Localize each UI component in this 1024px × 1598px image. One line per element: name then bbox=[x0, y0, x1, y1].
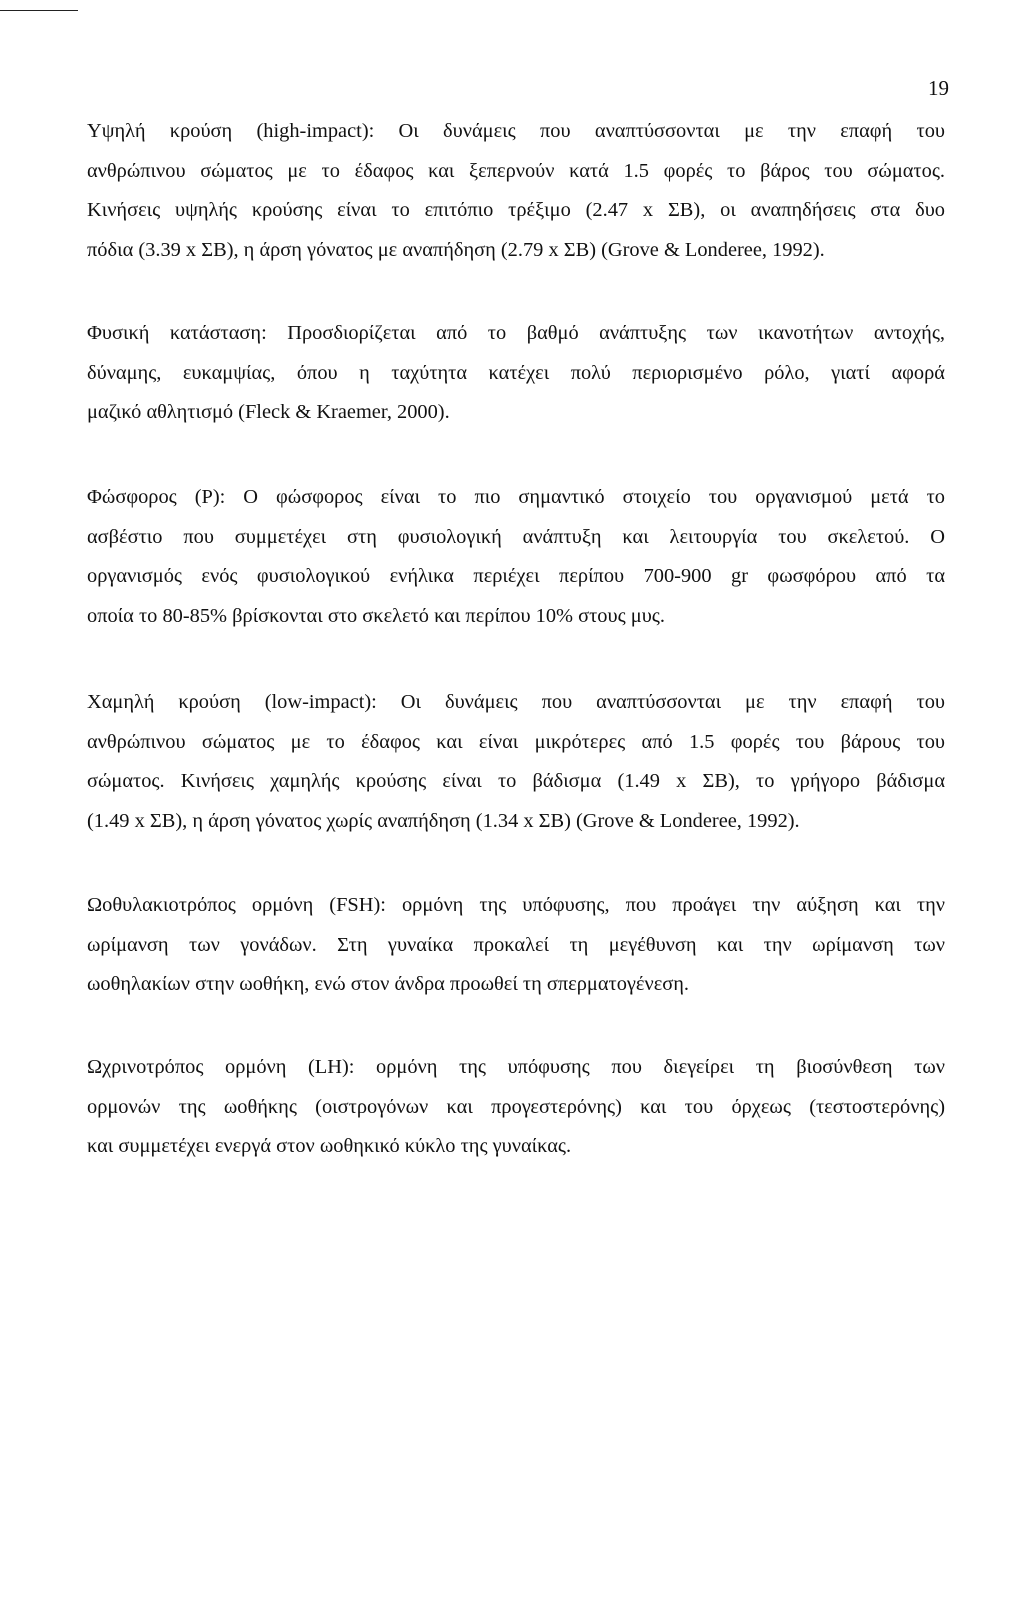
text-line: ωρίμανση των γονάδων. Στη γυναίκα προκαλεί τη μεγέθυνση και την ωρίμανση των bbox=[87, 933, 945, 956]
text-line: οργανισμός ενός φυσιολογικού ενήλικα περιέχει περίπου 700-900 gr φωσφόρου από τα bbox=[87, 565, 945, 587]
page-number: 19 bbox=[928, 76, 949, 100]
text-line: Φυσική κατάσταση: Προσδιορίζεται από το βαθμό ανάπτυξης των ικανοτήτων αντοχής, bbox=[87, 322, 945, 344]
paragraph-phosphorus bbox=[87, 478, 945, 636]
text-line: Χαμηλή κρούση (low-impact): Οι δυνάμεις που αναπτύσσονται με την επαφή του bbox=[87, 691, 945, 713]
text-line: οποία το 80-85% βρίσκονται στο σκελετό και περίπου 10% στους μυς. bbox=[87, 604, 665, 627]
text-line: Κινήσεις υψηλής κρούσης είναι το επιτόπιο τρέξιμο (2.47 x ΣΒ), οι αναπηδήσεις στα δυο bbox=[87, 199, 945, 221]
top-rule bbox=[0, 10, 78, 11]
text-line: Υψηλή κρούση (high-impact): Οι δυνάμεις που αναπτύσσονται με την επαφή του bbox=[87, 120, 945, 142]
text-line: ασβέστιο που συμμετέχει στη φυσιολογική ανάπτυξη και λειτουργία του σκελετού. Ο bbox=[87, 525, 945, 548]
text-line: σώματος. Κινήσεις χαμηλής κρούσης είναι το βάδισμα (1.49 x ΣΒ), το γρήγορο βάδισμα bbox=[87, 770, 945, 792]
text-line: μαζικό αθλητισμό (Fleck & Kraemer, 2000). bbox=[87, 401, 450, 423]
text-line: Ωχρινοτρόπος ορμόνη (LH): ορμόνη της υπόφυσης που διεγείρει τη βιοσύνθεση των bbox=[87, 1056, 945, 1078]
text-line: ωοθηλακίων στην ωοθήκη, ενώ στον άνδρα προωθεί τη σπερματογένεση. bbox=[87, 973, 690, 995]
text-line: Ωοθυλακιοτρόπος ορμόνη (FSH): ορμόνη της υπόφυσης, που προάγει την αύξηση και την bbox=[87, 894, 945, 916]
text-line: δύναμης, ευκαμψίας, όπου η ταχύτητα κατέχει πολύ περιορισμένο ρόλο, γιατί αφορά bbox=[87, 361, 945, 384]
paragraph-physical-condition bbox=[87, 314, 945, 433]
text-line: ορμονών της ωοθήκης (οιστρογόνων και προγεστερόνης) και του όρχεως (τεστοστερόνης) bbox=[87, 1095, 945, 1118]
text-line: Φώσφορος (Ρ): Ο φώσφορος είναι το πιο σημαντικό στοιχείο του οργανισμού μετά το bbox=[87, 486, 945, 508]
text-line: ανθρώπινου σώματος με το έδαφος και είναι μικρότερες από 1.5 φορές του βάρους του bbox=[87, 730, 945, 753]
text-line: ανθρώπινου σώματος με το έδαφος και ξεπερνούν κατά 1.5 φορές το βάρος του σώματος. bbox=[87, 159, 945, 182]
paragraph-lh bbox=[87, 1048, 945, 1167]
paragraph-high-impact bbox=[87, 112, 945, 270]
paragraph-low-impact bbox=[87, 683, 945, 841]
paragraph-fsh bbox=[87, 886, 945, 1005]
text-line: (1.49 x ΣΒ), η άρση γόνατος χωρίς αναπήδηση (1.34 x ΣΒ) (Grove & Londeree, 1992). bbox=[87, 809, 800, 832]
text-line: και συμμετέχει ενεργά στον ωοθηκικό κύκλο της γυναίκας. bbox=[87, 1135, 572, 1157]
text-line: πόδια (3.39 x ΣΒ), η άρση γόνατος με αναπήδηση (2.79 x ΣΒ) (Grove & Londeree, 1992). bbox=[87, 238, 825, 261]
